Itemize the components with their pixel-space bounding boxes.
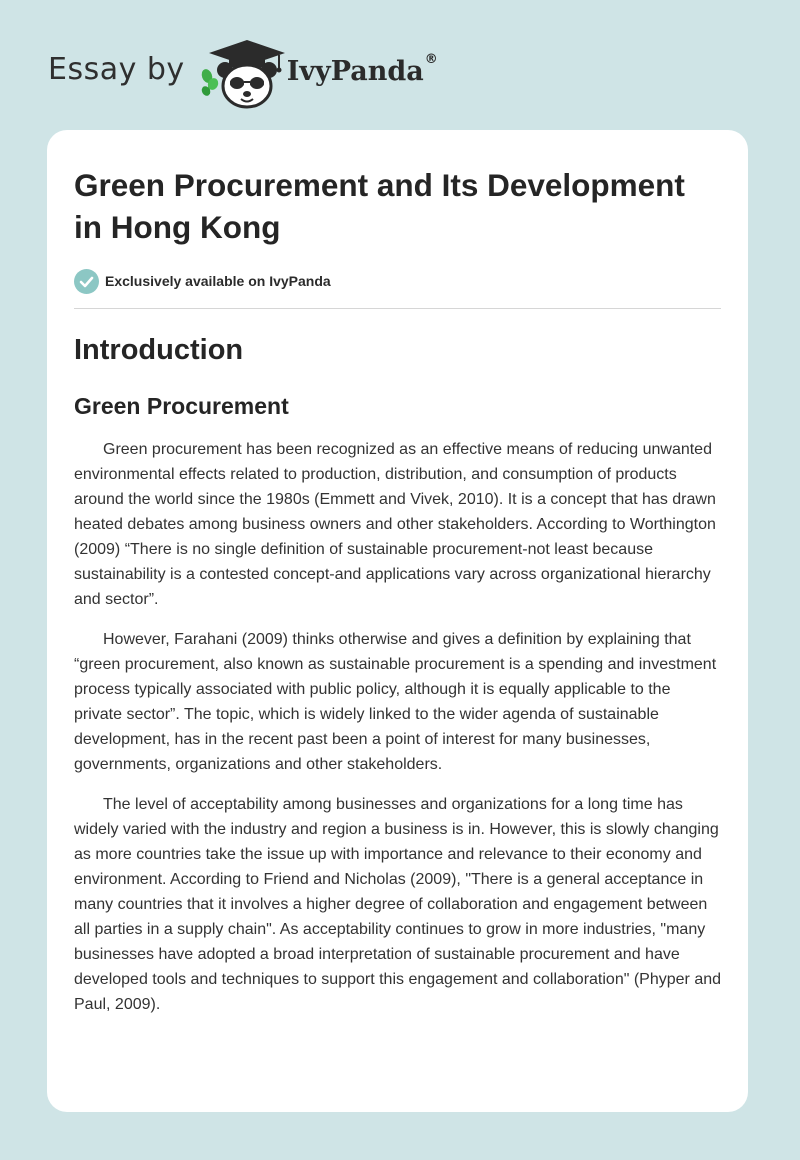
page-title: Green Procurement and Its Development in Hong Kong: [74, 167, 685, 245]
essay-card: [47, 130, 748, 1112]
subsection-heading: Green Procurement: [74, 393, 289, 419]
panda-graduate-logo-icon[interactable]: [199, 36, 285, 110]
essay-by-label: Essay by: [48, 51, 185, 87]
ivy-leaf-icon: [200, 68, 220, 98]
brand-name[interactable]: [286, 51, 438, 87]
section-heading: Introduction: [74, 334, 244, 366]
check-circle-icon: [74, 269, 99, 294]
badge-text: Exclusively available on IvyPanda: [105, 273, 331, 289]
brand-name-text: IvyPanda: [286, 55, 424, 87]
panda-face-icon: [217, 62, 277, 107]
exclusive-badge: [74, 268, 721, 294]
site-header: [48, 36, 438, 110]
paragraph: However, Farahani (2009) thinks otherwise and gives a definition by explaining that “green procurement, also known as sustainable procurement is a spending and investment process typically associated with public policy, although it is equally applicable to the private sector”. The topic, which is widely linked to the wider agenda of sustainable development, has in the recent past been a point of interest for many businesses, governments, organizations and other stakeholders.: [74, 631, 717, 773]
paragraph: Green procurement has been recognized as an effective means of reducing unwanted environmental effects related to production, distribution, and consumption of products around the world since the 1980s (Emmett and Vivek, 2010). It is a concept that has drawn heated debates among business owners and other stakeholders. According to Worthington (2009) “There is no single definition of sustainable procurement-not least because sustainability is a contested concept-and applications vary across organizational hierarchy and sector”.: [74, 441, 716, 608]
registered-mark: ®: [424, 51, 438, 67]
paragraph: The level of acceptability among businesses and organizations for a long time has widely varied with the industry and region a business is in. However, this is slowly changing as more countries take the issue up with importance and relevance to their economy and environment. According to Friend and Nicholas (2009), "There is a general acceptance in many countries that it involves a higher degree of collaboration and engagement between all parties in a supply chain". As acceptability continues to grow in more industries, "many businesses have adopted a broad interpretation of sustainable procurement and have developed tools and techniques to support this engagement and collaboration" (Phyper and Paul, 2009).: [74, 796, 722, 1013]
panda-logo-svg: [199, 36, 285, 110]
title-divider: [74, 308, 721, 309]
